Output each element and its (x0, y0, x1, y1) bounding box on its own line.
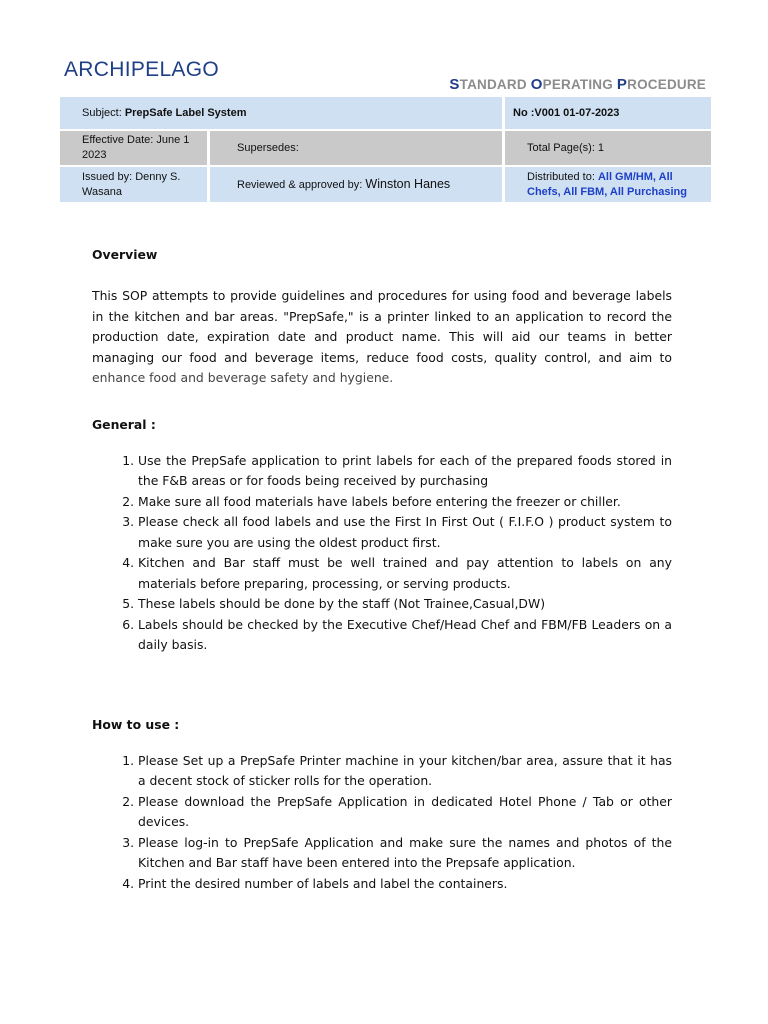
sop-content (92, 246, 672, 894)
total-pages: Total Page(s): 1 (502, 131, 711, 165)
sop-info-table (60, 95, 711, 204)
subject-cell (60, 97, 502, 129)
list-item: 4. Print the desired number of labels and label the containers. (138, 874, 672, 895)
sop-title-procedure: ROCEDURE (627, 77, 706, 92)
company-logo: ARCHIPELAGO (64, 58, 220, 81)
list-item: 3. Please check all food labels and use the First In First Out ( F.I.F.O ) product system to make sure you are using the oldest product first. (138, 512, 672, 553)
issued-by: Issued by: Denny S. Wasana (60, 167, 207, 202)
subject-value: PrepSafe Label System (124, 106, 247, 119)
distributed-cell (502, 167, 711, 202)
reviewed-value: Winston Hanes (365, 176, 451, 191)
distributed-label: Distributed to: (527, 170, 598, 183)
sop-title-operating: PERATING (542, 77, 617, 92)
issued-row (60, 167, 711, 202)
list-item: 6. Labels should be checked by the Executive Chef/Head Chef and FBM/FB Leaders on a daily basis. (138, 615, 672, 656)
reviewed-label: Reviewed & approved by: (237, 178, 366, 191)
list-item: 4. Kitchen and Bar staff must be well trained and pay attention to labels on any materials before preparing, processing, or serving products. (138, 553, 672, 594)
reviewed-cell (207, 167, 502, 202)
document-number: No :V001 01-07-2023 (502, 97, 711, 129)
sop-title (449, 76, 706, 93)
list-item: 2. Make sure all food materials have labels before entering the freezer or chiller. (138, 492, 672, 513)
list-item: 5. These labels should be done by the staff (Not Trainee,Casual,DW) (138, 594, 672, 615)
how-to-use-title: How to use : (92, 716, 180, 732)
overview-title: Overview (92, 247, 158, 262)
sop-title-initial-s: S (449, 76, 460, 93)
list-item: 3. Please log-in to PrepSafe Application and make sure the names and photos of the Kitchen and Bar staff have been entered into the Prepsafe application. (138, 833, 672, 874)
effective-date: Effective Date: June 1 2023 (60, 131, 207, 165)
general-title: General : (92, 416, 156, 432)
supersedes: Supersedes: (207, 131, 502, 165)
general-list (92, 451, 672, 656)
sop-title-standard: TANDARD (459, 77, 531, 92)
overview-body-tail: enhance food and beverage safety and hygiene. (92, 370, 394, 385)
subject-label: Subject: (82, 106, 125, 119)
subject-row (60, 97, 711, 129)
overview-paragraph (92, 286, 672, 389)
sop-title-initial-o: O (530, 76, 543, 93)
overview-body: This SOP attempts to provide guidelines and procedures for using food and beverage labels in the kitchen and bar areas. "PrepSafe," is a printer linked to an application to record the production date, expiration date and product name. This will aid our teams in better managing our food and beverage items, reduce food costs, quality control, and aim to (92, 288, 672, 365)
effective-row (60, 131, 711, 165)
distributed-value: All GM/HM, All Chefs, All FBM, All Purchasing (527, 170, 687, 198)
list-item: 1. Use the PrepSafe application to print labels for each of the prepared foods stored in the F&B areas or for foods being received by purchasing (138, 451, 672, 492)
sop-title-initial-p: P (616, 76, 628, 93)
list-item: 1. Please Set up a PrepSafe Printer machine in your kitchen/bar area, assure that it has a decent stock of sticker rolls for the operation. (138, 751, 672, 792)
how-to-use-list (92, 751, 672, 895)
list-item: 2. Please download the PrepSafe Application in dedicated Hotel Phone / Tab or other devices. (138, 792, 672, 833)
